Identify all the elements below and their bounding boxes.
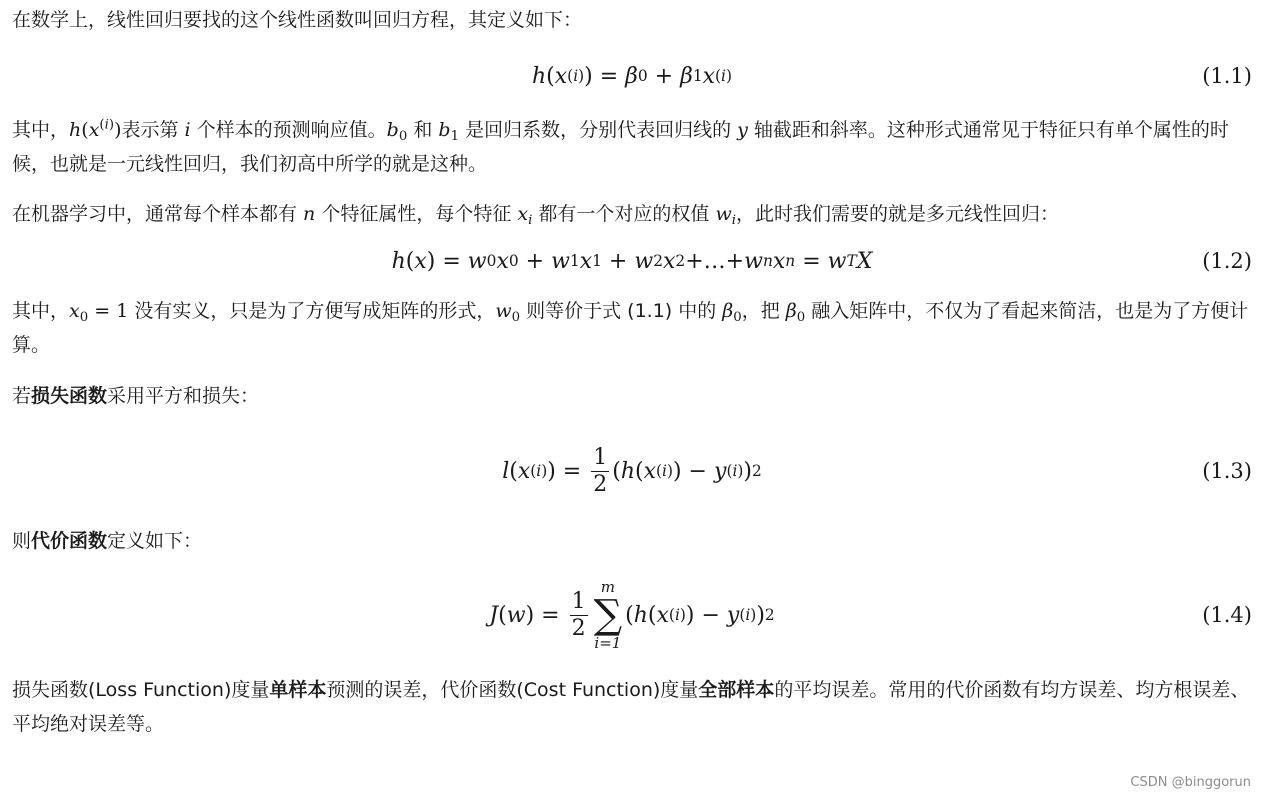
watermark: CSDN @binggorun [1130, 775, 1251, 790]
article-body [12, 0, 1252, 741]
paragraph-explanation-1: 其中，$h(x^{(i)})$表示第 i 个样本的预测响应值。$b_0$ 和 $b_1$ 是回归系数，分别代表回归线的 y 轴截距和斜率。这种形式通常见于特征只有单个属性的时候，也就是一元线性回归，我们初高中所学的就是这种。 [12, 117, 1229, 175]
paragraph-intro: 在数学上，线性回归要找的这个线性函数叫回归方程，其定义如下： [12, 9, 583, 31]
paragraph-explanation-2: 其中，$x_0 = 1$ 没有实义，只是为了方便写成矩阵的形式，$w_0$ 则等价于式 (1.1) 中的 $\beta_0$，把 $\beta_0$ 融入矩阵中，不仅为了看起来简洁，也是为了方便计算。 [12, 300, 1249, 356]
equation-number: (1.1) [1202, 64, 1252, 88]
equation-number: (1.3) [1202, 459, 1252, 483]
paragraph-loss-intro: 若损失函数采用平方和损失： [12, 385, 260, 407]
equation-number: (1.2) [1202, 249, 1252, 273]
equation-1-1: h ( x (i) ) = β 0 + β 1 x (i) (1.1) [531, 63, 1252, 89]
paragraph-loss-vs-cost: 损失函数(Loss Function)度量单样本预测的误差，代价函数(Cost Function)度量全部样本的平均误差。常用的代价函数有均方误差、均方根误差、平均绝对误差等。 [12, 679, 1250, 735]
equation-1-3: l ( x (i) ) = $\frac{1}{2}$ ( h ( x (i) ) − y (i) ) 2 (1.3) [502, 444, 1252, 497]
equation-number: (1.4) [1202, 603, 1252, 627]
paragraph-multivariate: 在机器学习中，通常每个样本都有 n 个特征属性，每个特征 $x_i$ 都有一个对应的权值 $w_i$，此时我们需要的就是多元线性回归： [12, 203, 1060, 228]
equation-1-2: h ( x ) = w 0 x 0 + w 1 x 1 + w 2 x 2 +…+ w n x n = w T X (1.2) [391, 248, 1252, 274]
paragraph-cost-intro: 则代价函数定义如下： [12, 530, 203, 552]
equation-1-4: J ( w ) = $\frac{1}{2}$ m ∑ i=1 ( h ( x (i) ) − y (i) ) 2 (1.4) [489, 578, 1252, 652]
